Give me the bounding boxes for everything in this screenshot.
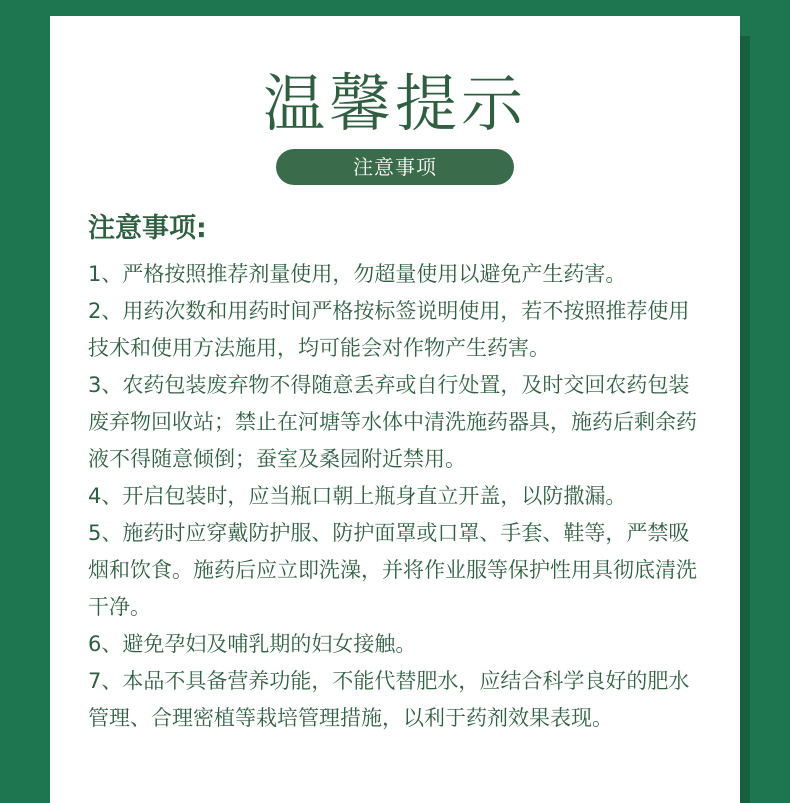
note-item-5: 5、施药时应穿戴防护服、防护面罩或口罩、手套、鞋等，严禁吸烟和饮食。施药后应立即洗澡，并将作业服等保护性用具彻底清洗干净。	[88, 521, 697, 619]
note-item-1: 1、严格按照推荐剂量使用，勿超量使用以避免产生药害。	[88, 262, 627, 286]
section-badge: 注意事项	[276, 149, 514, 185]
note-item-4: 4、开启包装时，应当瓶口朝上瓶身直立开盖，以防撒漏。	[88, 484, 627, 508]
notes-list	[88, 256, 703, 737]
note-item-6: 6、避免孕妇及哺乳期的妇女接触。	[88, 632, 417, 656]
note-item-2: 2、用药次数和用药时间严格按标签说明使用，若不按照推荐使用技术和使用方法施用，均可能会对作物产生药害。	[88, 299, 690, 360]
page-title: 温馨提示	[262, 67, 527, 140]
notice-card	[50, 16, 740, 803]
notes-heading: 注意事项:	[88, 213, 207, 244]
card-shadow	[740, 36, 750, 803]
note-item-3: 3、农药包装废弃物不得随意丢弃或自行处置，及时交回农药包装废弃物回收站；禁止在河塘等水体中清洗施药器具，施药后剩余药液不得随意倾倒；蚕室及桑园附近禁用。	[88, 373, 697, 471]
note-item-7: 7、本品不具备营养功能，不能代替肥水，应结合科学良好的肥水管理、合理密植等栽培管理措施，以利于药剂效果表现。	[88, 669, 690, 730]
